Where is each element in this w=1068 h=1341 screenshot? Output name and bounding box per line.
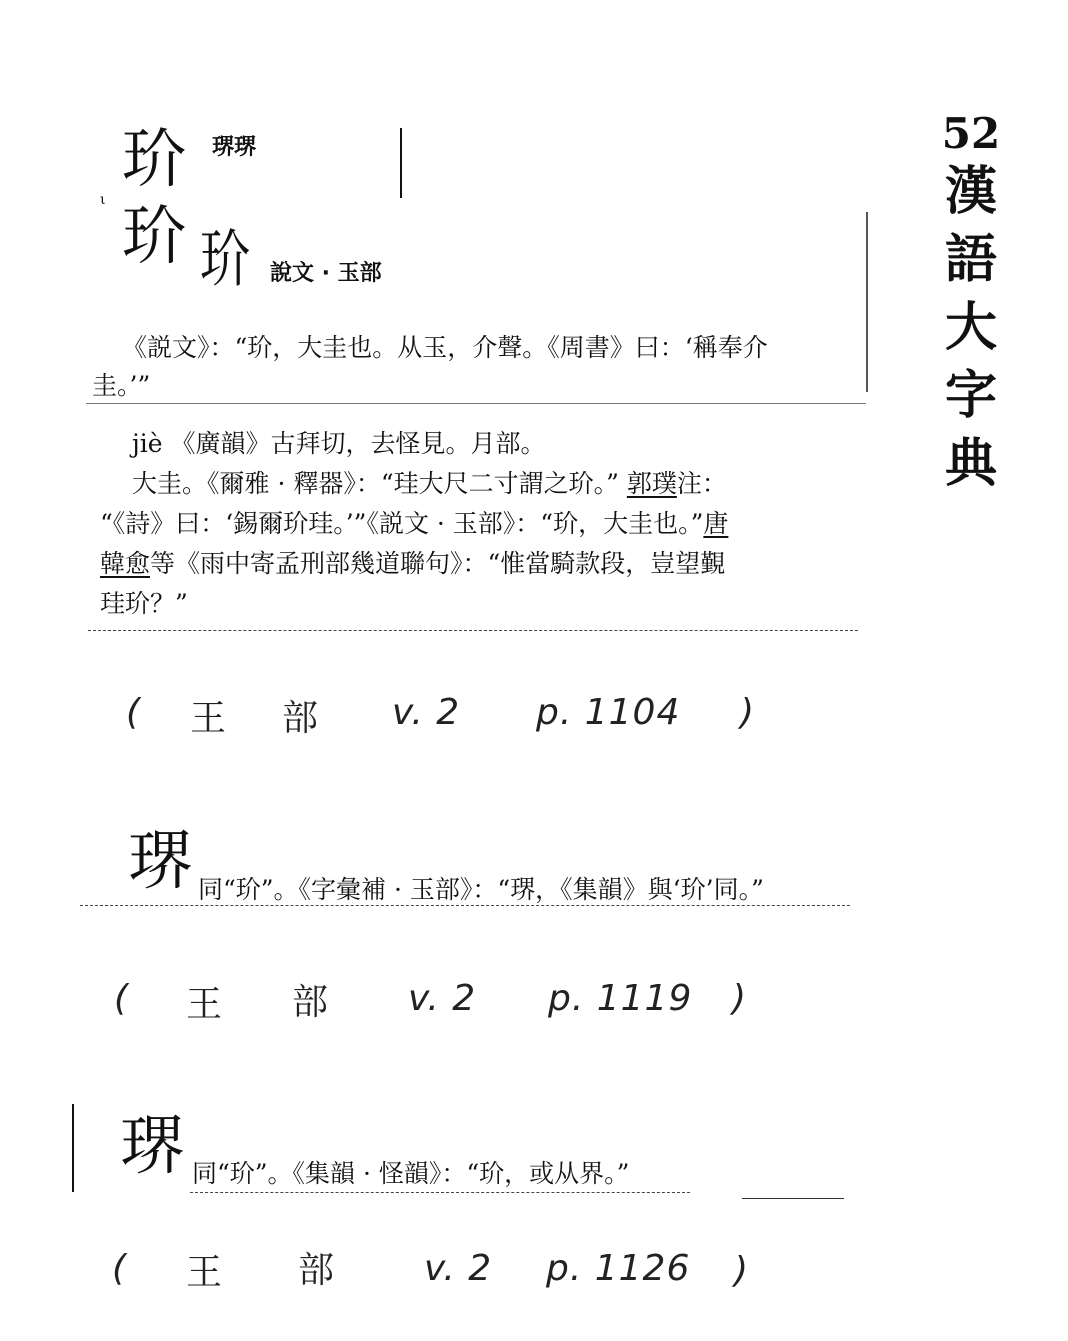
head-character: 琾 <box>120 1110 184 1184</box>
title-char-2: 語 <box>944 229 997 290</box>
clipping-edge-bottom <box>86 403 866 404</box>
clipping-edge <box>72 1104 74 1192</box>
entry-text: 同“玠”。《集韻 · 怪韻》：“玠，或从界。” <box>192 1159 630 1188</box>
volume-number: 52 <box>941 109 1001 158</box>
person-name: 韓愈 <box>100 549 151 578</box>
source-label: 說文 · 玉部 <box>270 261 382 286</box>
seal-script-character: 玠 <box>200 223 250 296</box>
entry-text: 同“玠”。《字彙補 · 玉部》：“琾，《集韻》與‘玠’同。” <box>198 875 764 904</box>
clipping-edge-bottom <box>742 1198 844 1199</box>
dictionary-title <box>936 110 1006 498</box>
title-char-5: 典 <box>944 433 997 494</box>
clipping-edge-bottom <box>190 1192 690 1193</box>
clip-mark: ι <box>100 192 106 208</box>
definition-line-3: 韓愈等《雨中寄孟刑部幾道聯句》：“惟當騎款段，豈望覲 <box>100 549 726 578</box>
pronunciation-line: jiè 《廣韻》古拜切，去怪見。月部。 <box>132 429 546 458</box>
head-character: 玠 <box>122 123 186 197</box>
head-character-regular: 玠 <box>122 200 186 274</box>
clipping-edge-bottom <box>88 630 858 631</box>
title-char-3: 大 <box>944 297 997 358</box>
title-char-4: 字 <box>944 365 997 426</box>
clipping-edge-right <box>866 212 868 392</box>
clipping-edge <box>400 128 402 198</box>
definition-line-2: “《詩》曰：‘錫爾玠珪。’”《説文 · 玉部》：“玠，大圭也。”唐 <box>100 509 729 538</box>
shuowen-quote-line-1: 《説文》：“玠，大圭也。从玉，介聲。《周書》曰：‘稱奉介 <box>122 333 768 362</box>
definition-line-1: 大圭。《爾雅 · 釋器》：“珪大尺二寸謂之玠。” 郭璞注： <box>132 469 727 498</box>
clipping-edge-bottom <box>80 905 850 906</box>
dynasty-name: 唐 <box>703 509 729 538</box>
head-character: 琾 <box>128 825 192 899</box>
variant-characters: 琾琾 <box>212 135 257 160</box>
shuowen-quote-line-2: 圭。’” <box>92 371 151 400</box>
title-char-1: 漢 <box>944 161 997 222</box>
person-name: 郭璞 <box>626 469 677 498</box>
definition-line-4: 珪玠？” <box>100 589 188 618</box>
